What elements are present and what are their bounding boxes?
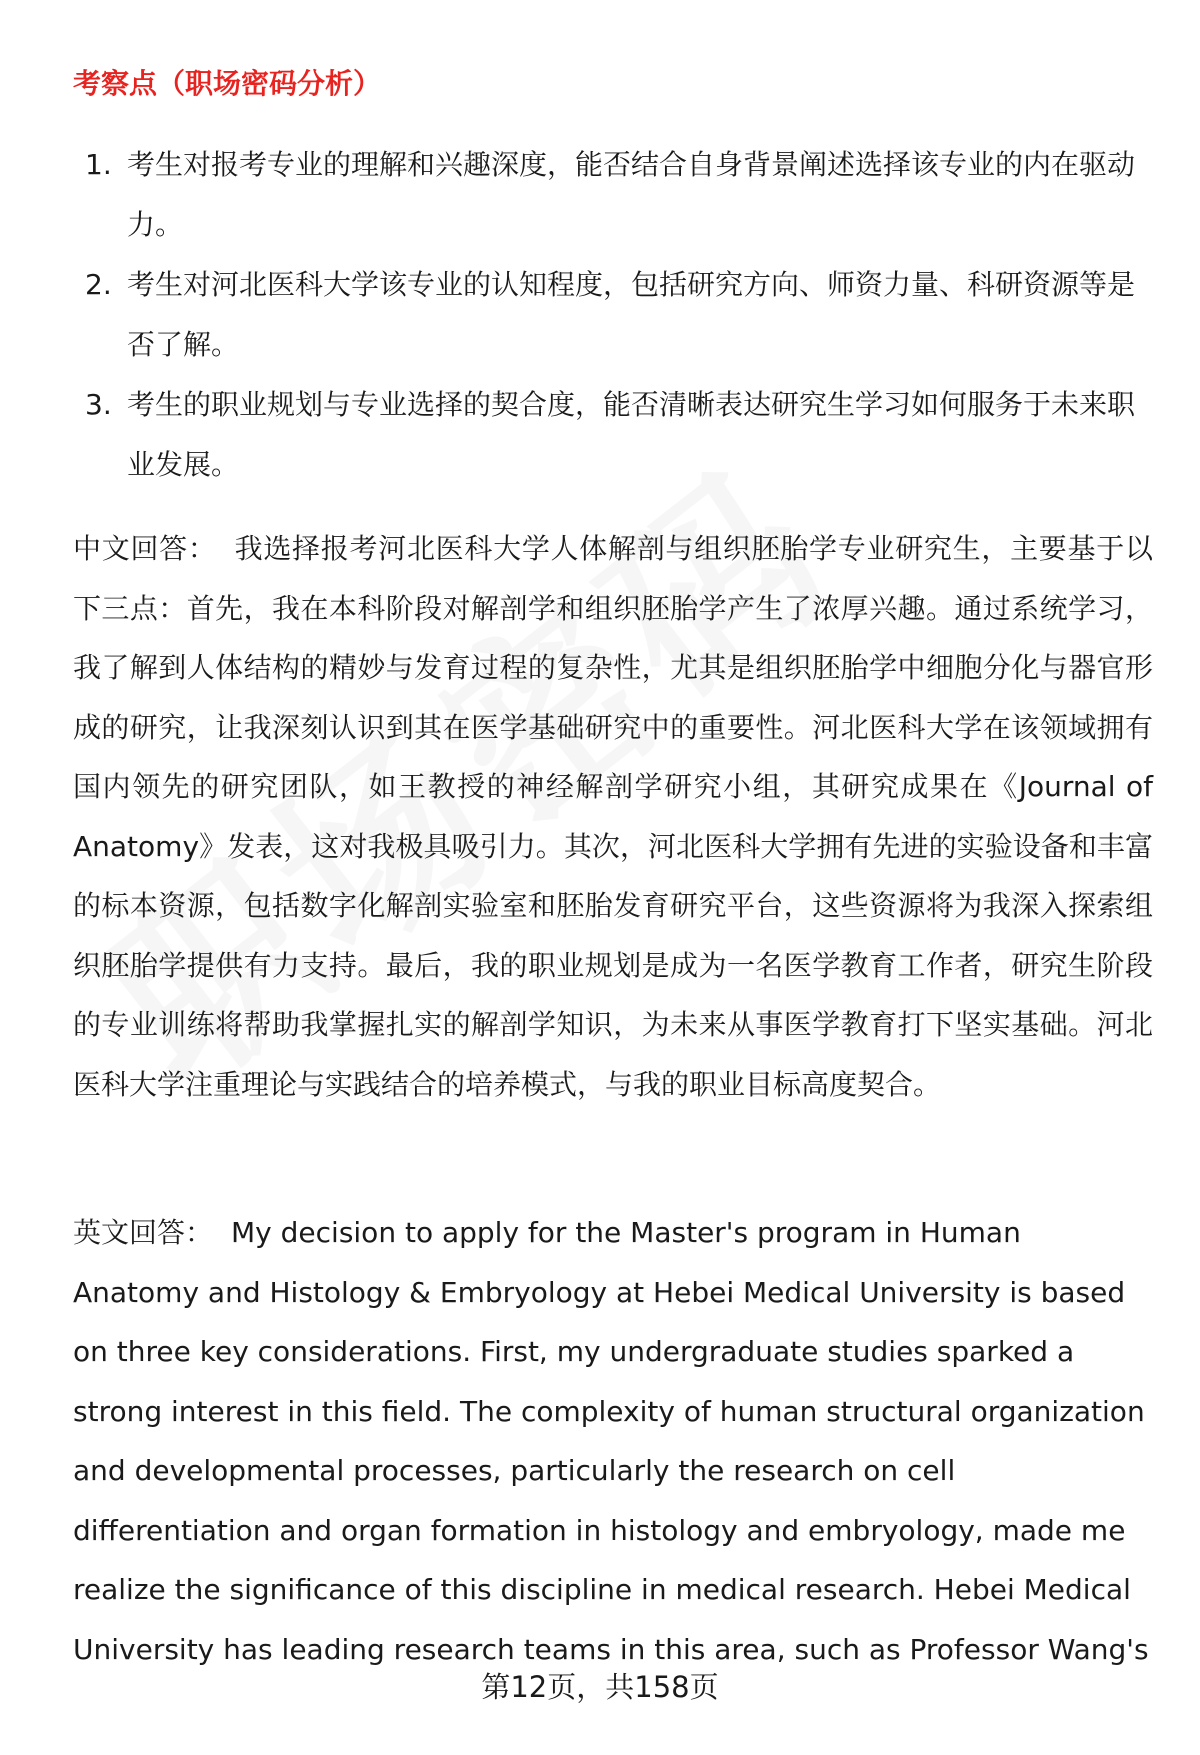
list-item-number: 1. (85, 148, 112, 181)
chinese-answer-label: 中文回答： (73, 532, 217, 565)
list-item-number: 2. (85, 268, 112, 301)
english-answer-label: 英文回答： (73, 1216, 214, 1249)
page-number: 第12页，共158页 (481, 1670, 719, 1704)
english-answer-paragraph (73, 1203, 1153, 1679)
chinese-answer-text: 我选择报考河北医科大学人体解剖与组织胚胎学专业研究生，主要基于以下三点：首先，我在本科阶段对解剖学和组织胚胎学产生了浓厚兴趣。通过系统学习，我了解到人体结构的精妙与发育过程的复杂性，尤其是组织胚胎学中细胞分化与器官形成的研究，让我深刻认识到其在医学基础研究中的重要性。河北医科大学在该领域拥有国内领先的研究团队，如王教授的神经解剖学研究小组，其研究成果在《Journal of Anatomy》发表，这对我极具吸引力。其次，河北医科大学拥有先进的实验设备和丰富的标本资源，包括数字化解剖实验室和胚胎发育研究平台，这些资源将为我深入探索组织胚胎学提供有力支持。最后，我的职业规划是成为一名医学教育工作者，研究生阶段的专业训练将帮助我掌握扎实的解剖学知识，为未来从事医学教育打下坚实基础。河北医科大学注重理论与实践结合的培养模式，与我的职业目标高度契合。 (73, 532, 1153, 1101)
list-item-text: 考生对报考专业的理解和兴趣深度，能否结合自身背景阐述选择该专业的内在驱动力。 (127, 148, 1136, 241)
list-item (73, 135, 1143, 255)
chinese-answer-paragraph (73, 519, 1153, 1114)
list-item (73, 255, 1143, 375)
list-item-text: 考生对河北医科大学该专业的认知程度，包括研究方向、师资力量、科研资源等是否了解。 (127, 268, 1136, 361)
list-item-text: 考生的职业规划与专业选择的契合度，能否清晰表达研究生学习如何服务于未来职业发展。 (127, 388, 1136, 481)
list-item (73, 375, 1143, 495)
english-answer-text: My decision to apply for the Master's program in Human Anatomy and Histology & Embryology at Hebei Medical University is based on three key considerations. First, my undergraduate studies sparked a strong interest in this field. The complexity of human structural organization and developmental processes, particularly the research on cell differentiation and organ formation in histology and embryology, made me realize the significance of this discipline in medical research. Hebei Medical University has leading research teams in this area, such as Professor Wang's (73, 1216, 1149, 1666)
criteria-list (73, 135, 1143, 495)
section-heading: 考察点（职场密码分析） (73, 67, 382, 100)
list-item-number: 3. (85, 388, 112, 421)
